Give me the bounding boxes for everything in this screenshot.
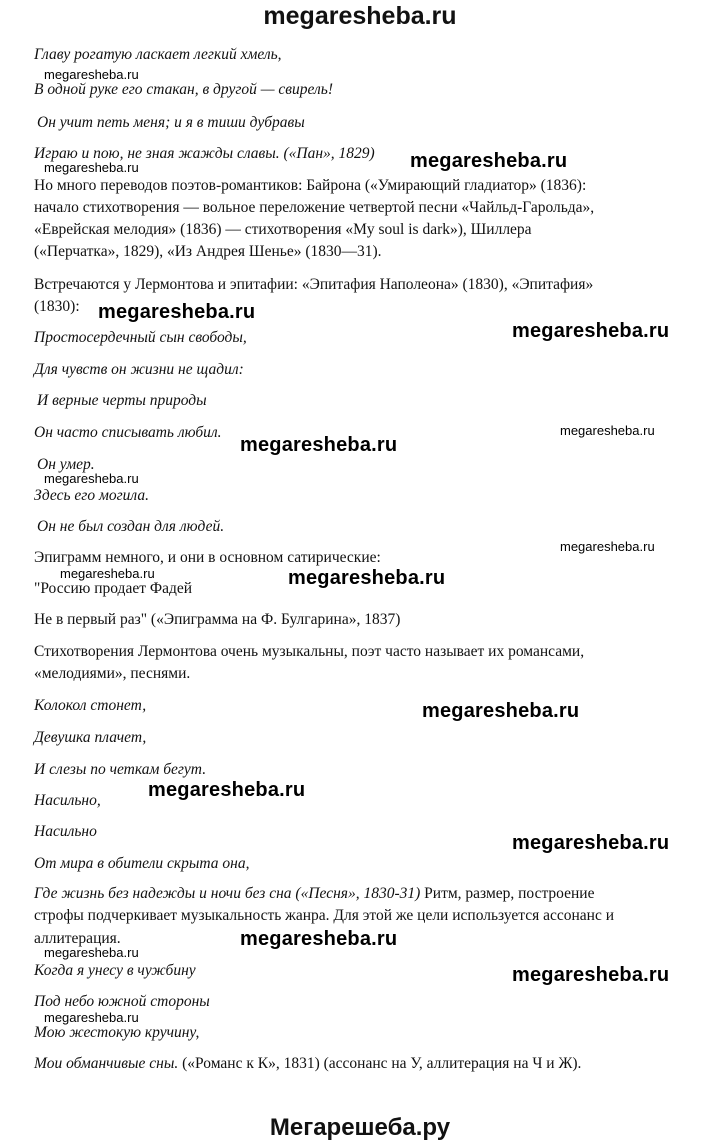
- text-line: Под небо южной стороны: [34, 993, 210, 1010]
- text-span: Где жизнь без надежды и ночи без сна («Песня», 1830-31): [34, 885, 421, 902]
- watermark: megaresheba.ru: [60, 566, 155, 581]
- text-line: И слезы по четкам бегут.: [34, 761, 207, 778]
- text-line: Эпиграмм немного, и они в основном сатирические:: [34, 549, 381, 566]
- watermark: megaresheba.ru: [44, 1010, 139, 1025]
- watermark: megaresheba.ru: [512, 832, 670, 854]
- text-span: Ритм, размер, построение: [420, 885, 595, 902]
- watermark: megaresheba.ru: [422, 700, 580, 722]
- header-site-name: megaresheba.ru: [263, 2, 457, 30]
- text-line: Для чувств он жизни не щадил:: [34, 361, 244, 378]
- watermark: megaresheba.ru: [288, 567, 446, 589]
- text-line: Когда я унесу в чужбину: [34, 962, 196, 979]
- text-line: Простосердечный сын свободы,: [34, 329, 247, 346]
- text-span: («Романс к К», 1831) (ассонанс на У, аллитерация на Ч и Ж).: [178, 1055, 582, 1072]
- text-line: Девушка плачет,: [34, 729, 147, 746]
- watermark: megaresheba.ru: [44, 67, 139, 82]
- watermark: megaresheba.ru: [98, 301, 256, 323]
- text-span: Мои обманчивые сны.: [34, 1055, 179, 1072]
- text-line: Встречаются у Лермонтова и эпитафии: «Эпитафия Наполеона» (1830), «Эпитафия»: [34, 276, 594, 293]
- text-line: начало стихотворения — вольное переложение четвертой песни «Чайльд-Гарольда»,: [34, 199, 595, 216]
- text-line: Играю и пою, не зная жажды славы. («Пан», 1829): [34, 145, 375, 162]
- text-line: Он умер.: [37, 456, 95, 473]
- text-line: Насильно: [34, 823, 97, 840]
- text-line: («Перчатка», 1829), «Из Андрея Шенье» (1830—31).: [34, 243, 382, 260]
- watermark: megaresheba.ru: [560, 539, 655, 554]
- text-line: В одной руке его стакан, в другой — свирель!: [34, 81, 333, 98]
- watermark: megaresheba.ru: [240, 928, 398, 950]
- watermark: megaresheba.ru: [44, 160, 139, 175]
- watermark: megaresheba.ru: [44, 471, 139, 486]
- text-line: (1830):: [34, 298, 80, 315]
- text-line: «мелодиями», песнями.: [34, 665, 191, 682]
- watermark: megaresheba.ru: [240, 434, 398, 456]
- text-line: строфы подчеркивает музыкальность жанра. Для этой же цели используется ассонанс и: [34, 907, 615, 924]
- text-line: Здесь его могила.: [34, 487, 149, 504]
- text-line: Он учит петь меня; и я в тиши дубравы: [37, 114, 305, 131]
- text-line: Насильно,: [34, 792, 101, 809]
- text-line: "Россию продает Фадей: [34, 580, 193, 597]
- watermark: megaresheba.ru: [512, 320, 670, 342]
- text-line: «Еврейская мелодия» (1836) — стихотворения «My soul is dark»), Шиллера: [34, 221, 532, 238]
- text-line: Не в первый раз" («Эпиграмма на Ф. Булгарина», 1837): [34, 611, 401, 628]
- text-line: Мою жестокую кручину,: [34, 1024, 200, 1041]
- watermark: megaresheba.ru: [148, 779, 306, 801]
- text-line: аллитерация.: [34, 930, 121, 947]
- footer-site-name: Мегарешеба.ру: [269, 1114, 451, 1141]
- watermark: megaresheba.ru: [560, 423, 655, 438]
- watermark: megaresheba.ru: [410, 150, 568, 172]
- text-line: От мира в обители скрыта она,: [34, 855, 250, 872]
- watermark: megaresheba.ru: [44, 945, 139, 960]
- text-line: Но много переводов поэтов-романтиков: Байрона («Умирающий гладиатор» (1836):: [34, 177, 587, 194]
- text-line: Стихотворения Лермонтова очень музыкальны, поэт часто называет их романсами,: [34, 643, 585, 660]
- text-line: Главу рогатую ласкает легкий хмель,: [34, 46, 282, 63]
- text-line: И верные черты природы: [37, 392, 207, 409]
- text-line: [34, 885, 594, 903]
- text-line: [34, 1055, 581, 1073]
- text-line: Он не был создан для людей.: [37, 518, 225, 535]
- text-line: Колокол стонет,: [34, 697, 147, 714]
- text-line: Он часто списывать любил.: [34, 424, 222, 441]
- watermark: megaresheba.ru: [512, 964, 670, 986]
